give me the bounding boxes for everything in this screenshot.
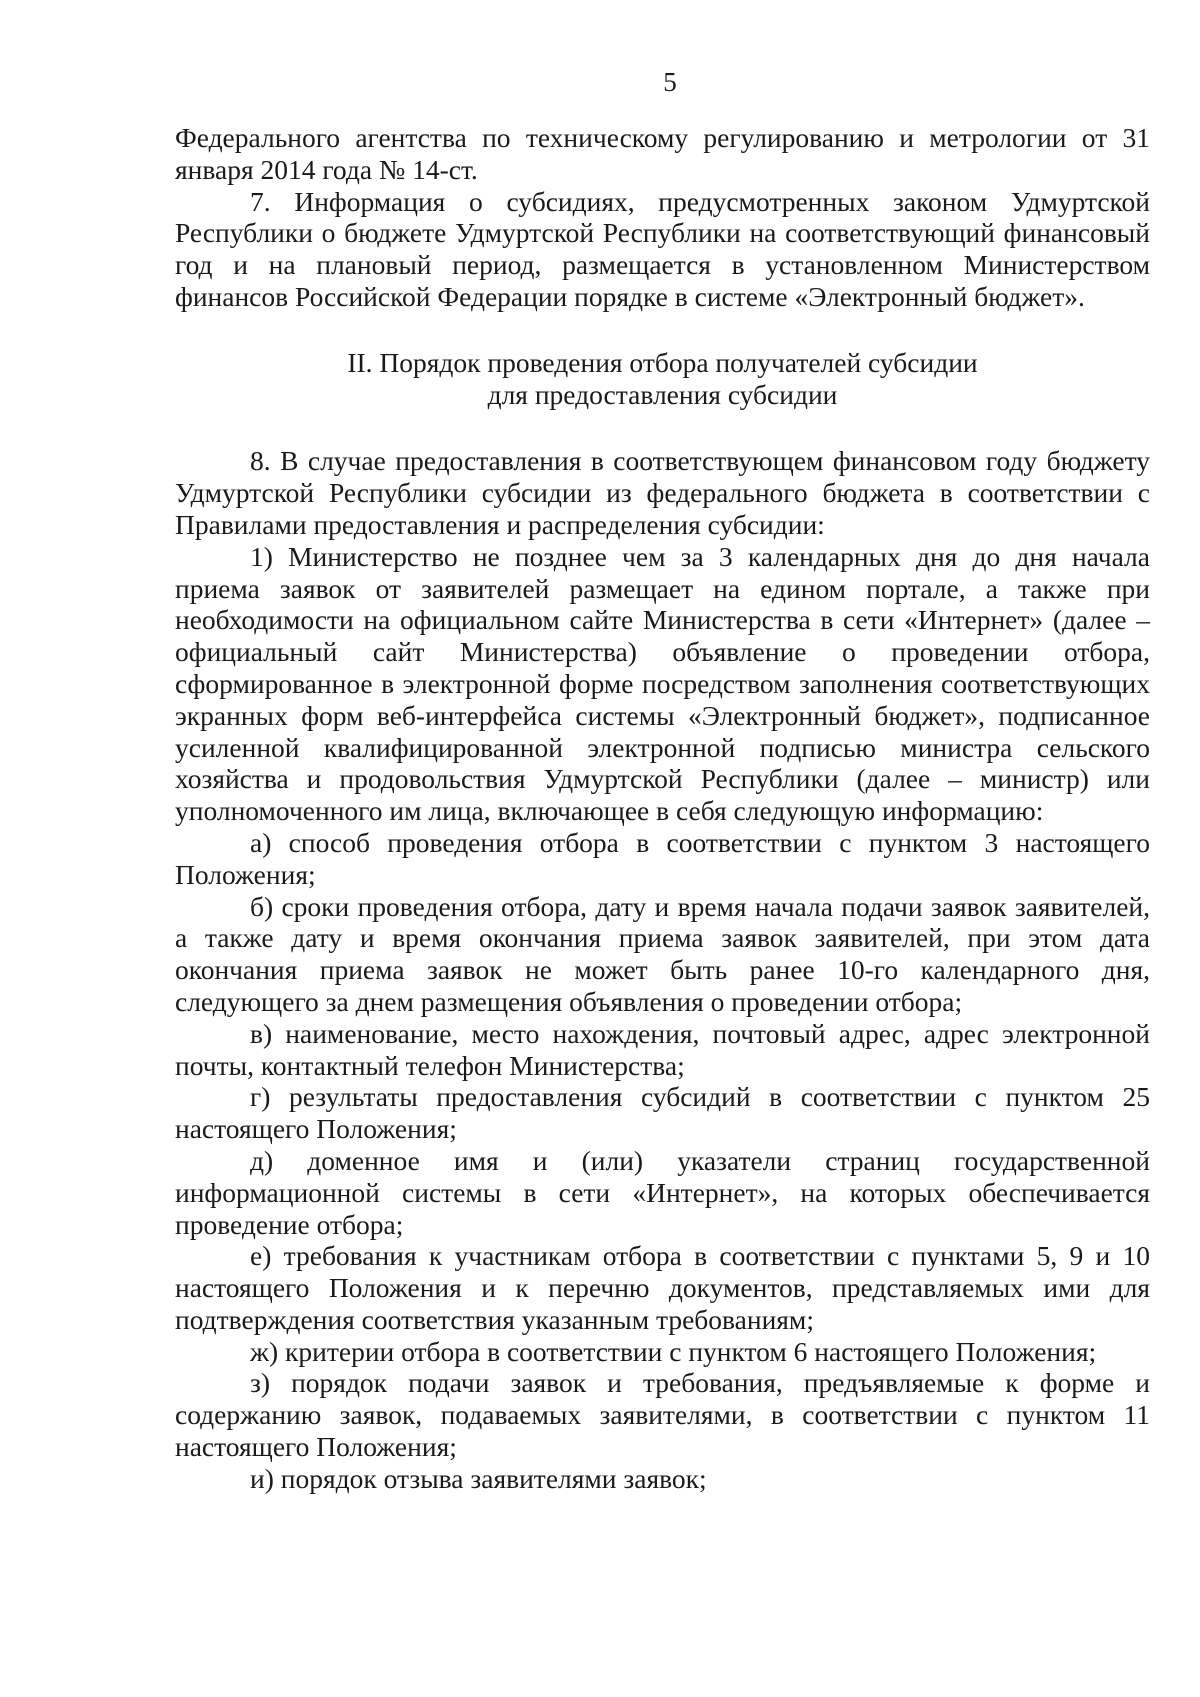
- paragraph-subitem-z: з) порядок подачи заявок и требования, предъявляемые к форме и содержанию заявок, подаваемых заявителями, в соответствии с пунктом 11 настоящего Положения;: [175, 1367, 1150, 1463]
- page-number: 5: [663, 67, 677, 97]
- paragraph-subitem-d: д) доменное имя и (или) указатели страниц государственной информационной системы в сети «Интернет», на которых обеспечивается проведение отбора;: [175, 1144, 1150, 1240]
- paragraph-subitem-e: е) требования к участникам отбора в соответствии с пунктами 5, 9 и 10 настоящего Положения и к перечню документов, представляемых ими для подтверждения соответствия указанным требованиям;: [175, 1240, 1150, 1335]
- paragraph-subitem-g: г) результаты предоставления субсидий в соответствии с пунктом 25 настоящего Положения;: [175, 1081, 1150, 1145]
- paragraph-item-8: 8. В случае предоставления в соответствующем финансовом году бюджету Удмуртской Республики субсидии из федерального бюджета в соответствии с Правилами предоставления и распределения субсидии:: [175, 445, 1150, 540]
- paragraph-continuation: Федерального агентства по техническому регулированию и метрологии от 31 января 2014 года № 14-ст.: [175, 122, 1150, 185]
- paragraph-subitem-a: а) способ проведения отбора в соответствии с пунктом 3 настоящего Положения;: [175, 826, 1150, 890]
- paragraph-subitem-b: б) сроки проведения отбора, дату и время начала подачи заявок заявителей, а также дату и время окончания приема заявок заявителей, при этом дата окончания приема заявок не может быть ранее 10-го календарного дня, следующего за днем размещения объявления о проведении отбора;: [175, 890, 1150, 1017]
- paragraph-subitem-zh: ж) критерии отбора в соответствии с пунктом 6 настоящего Положения;: [250, 1335, 1097, 1367]
- paragraph-subitem-v: в) наименование, место нахождения, почтовый адрес, адрес электронной почты, контактный телефон Министерства;: [175, 1017, 1150, 1081]
- section-heading: [175, 347, 1150, 411]
- section-heading-line-1: II. Порядок проведения отбора получателей субсидии: [347, 346, 978, 378]
- paragraph-item-7: 7. Информация о субсидиях, предусмотренных законом Удмуртской Республики о бюджете Удмуртской Республики на соответствующий финансовый год и на плановый период, размещается в установленном Министерством финансов Российской Федерации порядке в системе «Электронный бюджет».: [175, 185, 1150, 312]
- document-body: [175, 122, 1150, 1495]
- paragraph-subitem-1: 1) Министерство не позднее чем за 3 календарных дня до дня начала приема заявок от заявителей размещает на едином портале, а также при необходимости на официальном сайте Министерства в сети «Интернет» (далее – официальный сайт Министерства) объявление о проведении отбора, сформированное в электронной форме посредством заполнения соответствующих экранных форм веб-интерфейса системы «Электронный бюджет», подписанное усиленной квалифицированной электронной подписью министра сельского хозяйства и продовольствия Удмуртской Республики (далее – министр) или уполномоченного им лица, включающее в себя следующую информацию:: [175, 540, 1150, 827]
- paragraph-subitem-i: и) порядок отзыва заявителями заявок;: [250, 1462, 707, 1494]
- section-heading-line-2: для предоставления субсидии: [487, 378, 838, 410]
